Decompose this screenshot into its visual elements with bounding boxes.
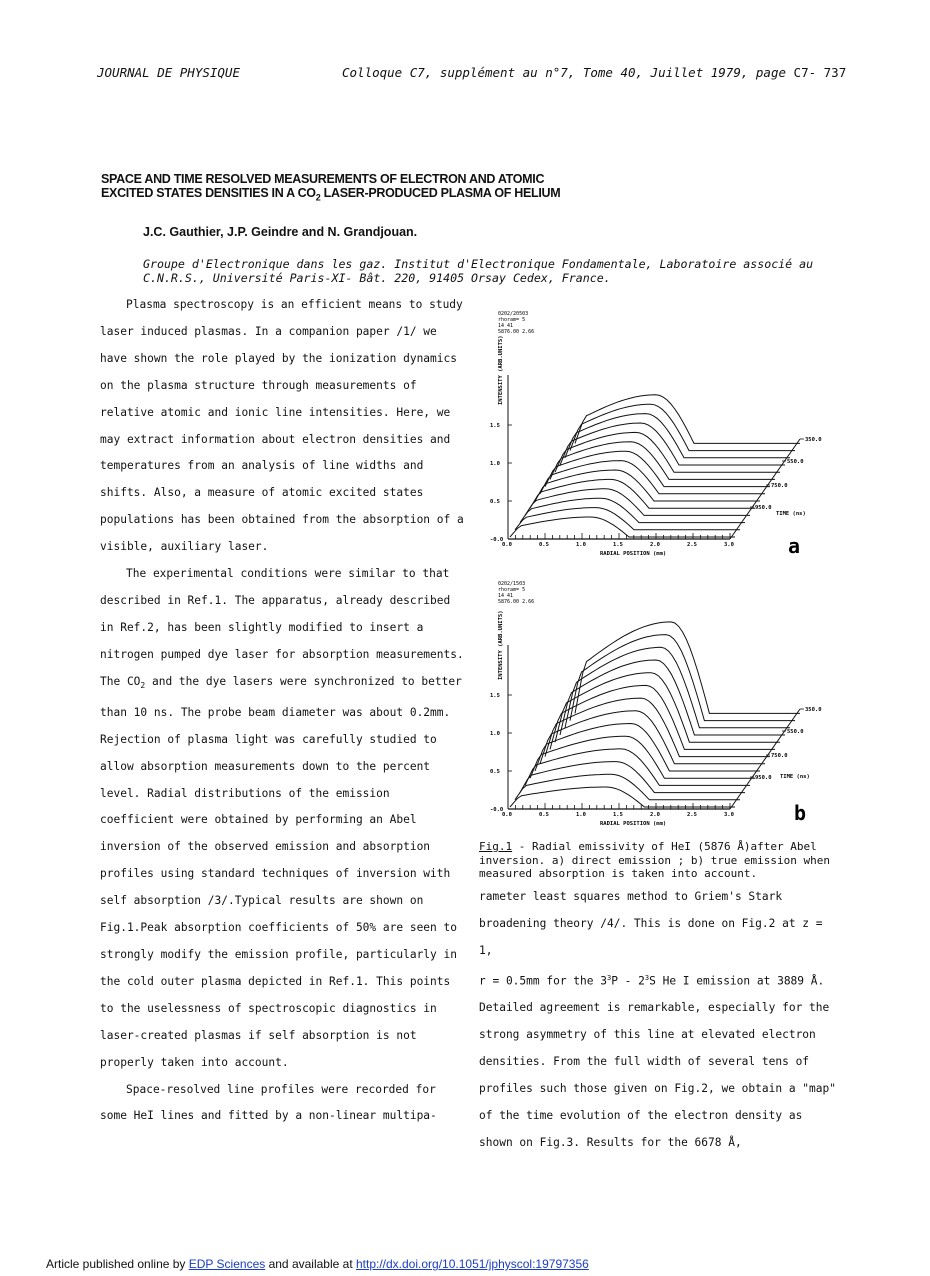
right-column (479, 884, 839, 1157)
panel-b-emission-curve (520, 762, 745, 793)
panel-b-x-tick-label: 0.0 (502, 812, 512, 818)
panel-a-x-tick-label: 1.0 (576, 542, 586, 548)
panel-b-ylabel: INTENSITY (ARB.UNITS) (498, 610, 504, 680)
panel-b-x-tick-label: 2.0 (650, 812, 660, 818)
panel-b-time-label: TIME (ns) (780, 774, 810, 780)
right-paragraph-rest: Detailed agreement is remarkable, especially for the strong asymmetry of this line at elevated electron densities. From the full width of several tens of profiles such those given on Fig.2, we obtain a "map" of the time evolution of the electron density as shown on Fig.3. Results for the 6678 Å, (479, 1001, 836, 1149)
panel-b-axes (490, 645, 822, 818)
panel-b-xlabel: RADIAL POSITION (mm) (600, 821, 667, 827)
panel-b-emission-curve (525, 749, 750, 786)
panel-b-y-tick-label: 1.0 (490, 731, 500, 737)
panel-a-emission-curve (565, 414, 790, 458)
panel-b-emission-curve (575, 622, 800, 714)
affiliation: Groupe d'Electronique dans les gaz. Institut d'Electronique Fondamentale, Laboratoire associé au C.N.R.S., Université Paris-XI- Bât. 220, 91405 Orsay Cedex, France. (143, 257, 814, 285)
panel-b-header-2: rhoram= 5 (498, 587, 526, 593)
panel-a-y-tick-label: -0.0 (490, 537, 504, 543)
panel-a-y-tick-label: 1.5 (490, 423, 500, 429)
panel-b-y-tick-label: -0.0 (490, 807, 504, 813)
panel-b-y-tick-label: 0.5 (490, 769, 500, 775)
page-number: C7- 737 (793, 65, 847, 80)
panel-a-emission-curve (555, 432, 780, 472)
right-paragraph-line2: r = 0.5mm for the $3^3P - 2^3S$ He I emission at 3889 Å. (479, 973, 825, 988)
panel-b-emission-curve (510, 787, 735, 807)
colloque-text: Colloque C7, supplément au n°7, Tome 40, Juillet 1979, page (342, 65, 787, 80)
panel-a-time-label: TIME (ns) (776, 511, 806, 517)
panel-a-time-axis (730, 439, 800, 539)
author-list: J.C. Gauthier, J.P. Geindre and N. Grandjouan. (143, 225, 418, 239)
panel-a-xlabel: RADIAL POSITION (mm) (600, 551, 667, 557)
panel-b-x-tick-label: 2.5 (687, 812, 697, 818)
left-column (100, 292, 465, 1130)
figure-1b-plot (480, 575, 840, 837)
panel-b-header-1: 0202/1503 (498, 581, 526, 587)
title-line-2: EXCITED STATES DENSITIES IN A $CO_2$ LASER-PRODUCED PLASMA OF HELIUM (101, 186, 561, 203)
panel-a-x-tick-label: 3.0 (724, 542, 734, 548)
figure-1a-plot (480, 305, 840, 567)
panel-b-time-axis (730, 709, 800, 809)
panel-a-header-3: 14 41 (498, 323, 514, 329)
paragraph-profiles: Space-resolved line profiles were recorded for some HeI lines and fitted by a non-linear multipa- (100, 1082, 437, 1123)
doi-link[interactable]: http://dx.doi.org/10.1051/jphyscol:19797356 (355, 1257, 589, 1271)
panel-a-header-4: 5876.00 2.66 (498, 329, 535, 335)
panel-a-emission-curve (535, 470, 760, 501)
panel-a-emission-curve (520, 498, 745, 522)
panel-a-label: a (788, 534, 801, 558)
panel-a-x-tick-label: 1.5 (613, 542, 623, 548)
panel-a-header-1: 0202/20503 (498, 311, 529, 317)
panel-a-emission-curve (560, 423, 785, 465)
panel-a-time-tick-label: 950.0 (755, 505, 772, 511)
panel-a-ylabel: INTENSITY (ARB.UNITS) (498, 335, 504, 405)
panel-a-x-tick-label: 0.5 (539, 542, 549, 548)
panel-b-y-tick-label: 1.5 (490, 693, 500, 699)
panel-a-emission-curve (545, 451, 770, 486)
figure-caption (479, 840, 839, 881)
panel-b-x-tick-label: 1.0 (576, 812, 586, 818)
panel-a-emission-curve (525, 489, 750, 516)
caption-text: - Radial emissivity of HeI (5876 Å)after Abel inversion. a) direct emission ; b) true emission when measured absorption is taken into account. (479, 840, 830, 880)
caption-label: Fig.1 (479, 840, 513, 853)
panel-a-x-tick-label: 2.0 (650, 542, 660, 548)
colloque-info (342, 65, 846, 80)
panel-a-y-tick-label: 0.5 (490, 499, 500, 505)
panel-b-x-tick-label: 3.0 (724, 812, 734, 818)
panel-b-emission-curve (540, 711, 765, 764)
paragraph-experimental: The experimental conditions were similar to that described in Ref.1. The apparatus, already described in Ref.2, has been slightly modified to insert a nitrogen pumped dye laser for absorption measurements. The $CO_2$ and the dye lasers were synchronized to better than 10 ns. The probe beam diameter was about 0.2mm. Rejection of plasma light was carefully studied to allow absorption measurements down to the percent level. Radial distributions of the emission coefficient were obtained by performing an Abel inversion of the observed emission and absorption profiles using standard techniques of inversion with self absorption /3/.Typical results are shown on Fig.1.Peak absorption coefficients of 50% are seen to strongly modify the emission profile, particularly in the cold outer plasma depicted in Ref.1. This points to the uselessness of spectroscopic diagnostics in laser-created plasmas if self absorption is not properly taken into account. (100, 567, 464, 1069)
panel-b-header-3: 14 41 (498, 593, 514, 599)
panel-a-emission-curve (575, 395, 800, 444)
panel-a-y-tick-label: 1.0 (490, 461, 500, 467)
panel-b-x-tick-label: 0.5 (539, 812, 549, 818)
panel-a-emission-curve (540, 461, 765, 494)
panel-a-time-tick-label: 550.0 (787, 459, 804, 465)
title-line-1: SPACE AND TIME RESOLVED MEASUREMENTS OF ELECTRON AND ATOMIC (101, 172, 545, 186)
panel-b-time-tick-label: 550.0 (787, 729, 804, 735)
panel-a-header-2: rhoram= 5 (498, 317, 526, 323)
publication-footer: Article published online by EDP Sciences and available at http://dx.doi.org/10.1051/jphyscol:19797356 (46, 1257, 589, 1271)
journal-name: JOURNAL DE PHYSIQUE (97, 65, 240, 80)
panel-b-emission-curve (555, 673, 780, 743)
paragraph-intro: Plasma spectroscopy is an efficient means to study laser induced plasmas. In a companion paper /1/ we have shown the role played by the ionization dynamics on the plasma structure through measurements of relative atomic and ionic line intensities. Here, we may extract information about electron densities and temperatures from an analysis of line widths and shifts. Also, a measure of atomic excited states populations has been obtained from the absorption of a visible, auxiliary laser. (100, 298, 464, 554)
panel-a-x-tick-label: 2.5 (687, 542, 697, 548)
panel-a-x-tick-label: 0.0 (502, 542, 512, 548)
article-title (101, 172, 661, 205)
panel-b-x-tick-label: 1.5 (613, 812, 623, 818)
panel-b-time-tick-label: 750.0 (771, 753, 788, 759)
right-paragraph-line1: rameter least squares method to Griem's Stark broadening theory /4/. This is done on Fig.2 at z = 1, (479, 890, 823, 957)
panel-b-header-4: 5876.00 2.66 (498, 599, 535, 605)
panel-b-time-tick-label: 950.0 (755, 775, 772, 781)
panel-b-label: b (794, 801, 807, 825)
publisher-link[interactable]: EDP Sciences (188, 1257, 266, 1271)
panel-b-time-tick-label: 350.0 (805, 707, 822, 713)
panel-a-time-tick-label: 350.0 (805, 437, 822, 443)
panel-a-time-tick-label: 750.0 (771, 483, 788, 489)
panel-a-curves (510, 395, 800, 537)
